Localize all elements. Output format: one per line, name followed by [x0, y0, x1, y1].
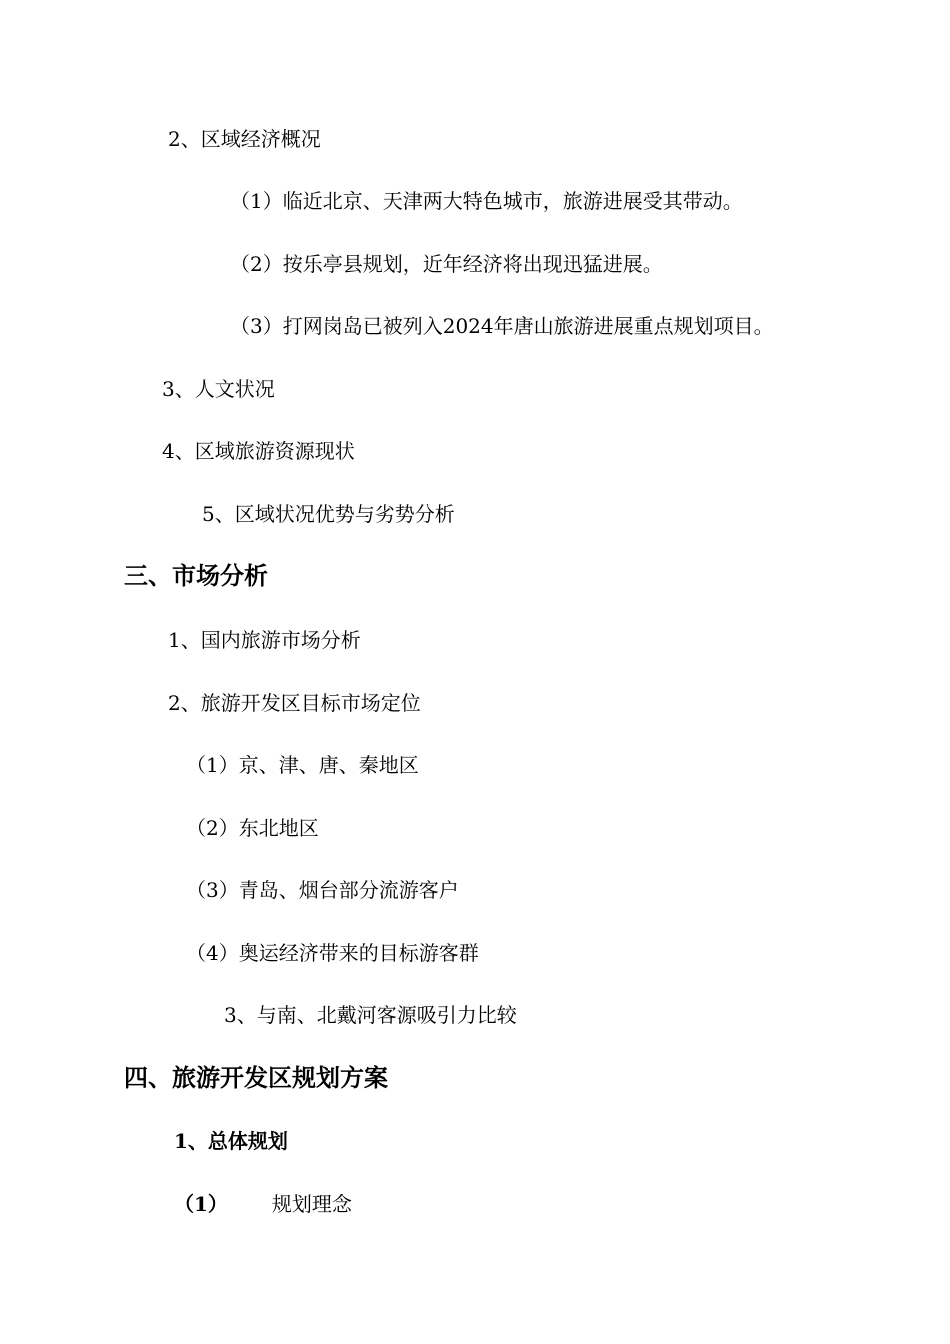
- subsection-humanities: 3、人文状况: [162, 377, 275, 401]
- subsection-swot: 5、区域状况优势与劣势分析: [202, 502, 455, 526]
- list-item: （2）东北地区: [186, 816, 319, 840]
- list-item: （1）临近北京、天津两大特色城市，旅游进展受其带动。: [230, 189, 743, 213]
- list-item: （2）按乐亭县规划，近年经济将出现迅猛进展。: [230, 252, 663, 276]
- list-item-label: 规划理念: [271, 1192, 352, 1216]
- subsection-domestic-market: 1、国内旅游市场分析: [168, 628, 361, 652]
- list-item: （4）奥运经济带来的目标游客群: [186, 941, 479, 965]
- list-number: （1）: [174, 1192, 228, 1216]
- subsection-regional-economy: 2、区域经济概况: [168, 127, 321, 151]
- subsection-comparison: 3、与南、北戴河客源吸引力比较: [224, 1003, 517, 1027]
- list-item: （3）打网岗岛已被列入2024年唐山旅游进展重点规划项目。: [230, 314, 774, 338]
- subsection-target-market: 2、旅游开发区目标市场定位: [168, 691, 421, 715]
- section-heading-market-analysis: 三、市场分析: [124, 562, 268, 590]
- subsection-overall-plan: 1、总体规划: [174, 1129, 288, 1153]
- section-heading-development-plan: 四、旅游开发区规划方案: [124, 1064, 388, 1092]
- list-item: （1）京、津、唐、秦地区: [186, 753, 419, 777]
- subsection-tourism-resources: 4、区域旅游资源现状: [162, 439, 355, 463]
- list-item: （3）青岛、烟台部分流游客户: [186, 878, 459, 902]
- list-item-planning-concept: [174, 1192, 352, 1216]
